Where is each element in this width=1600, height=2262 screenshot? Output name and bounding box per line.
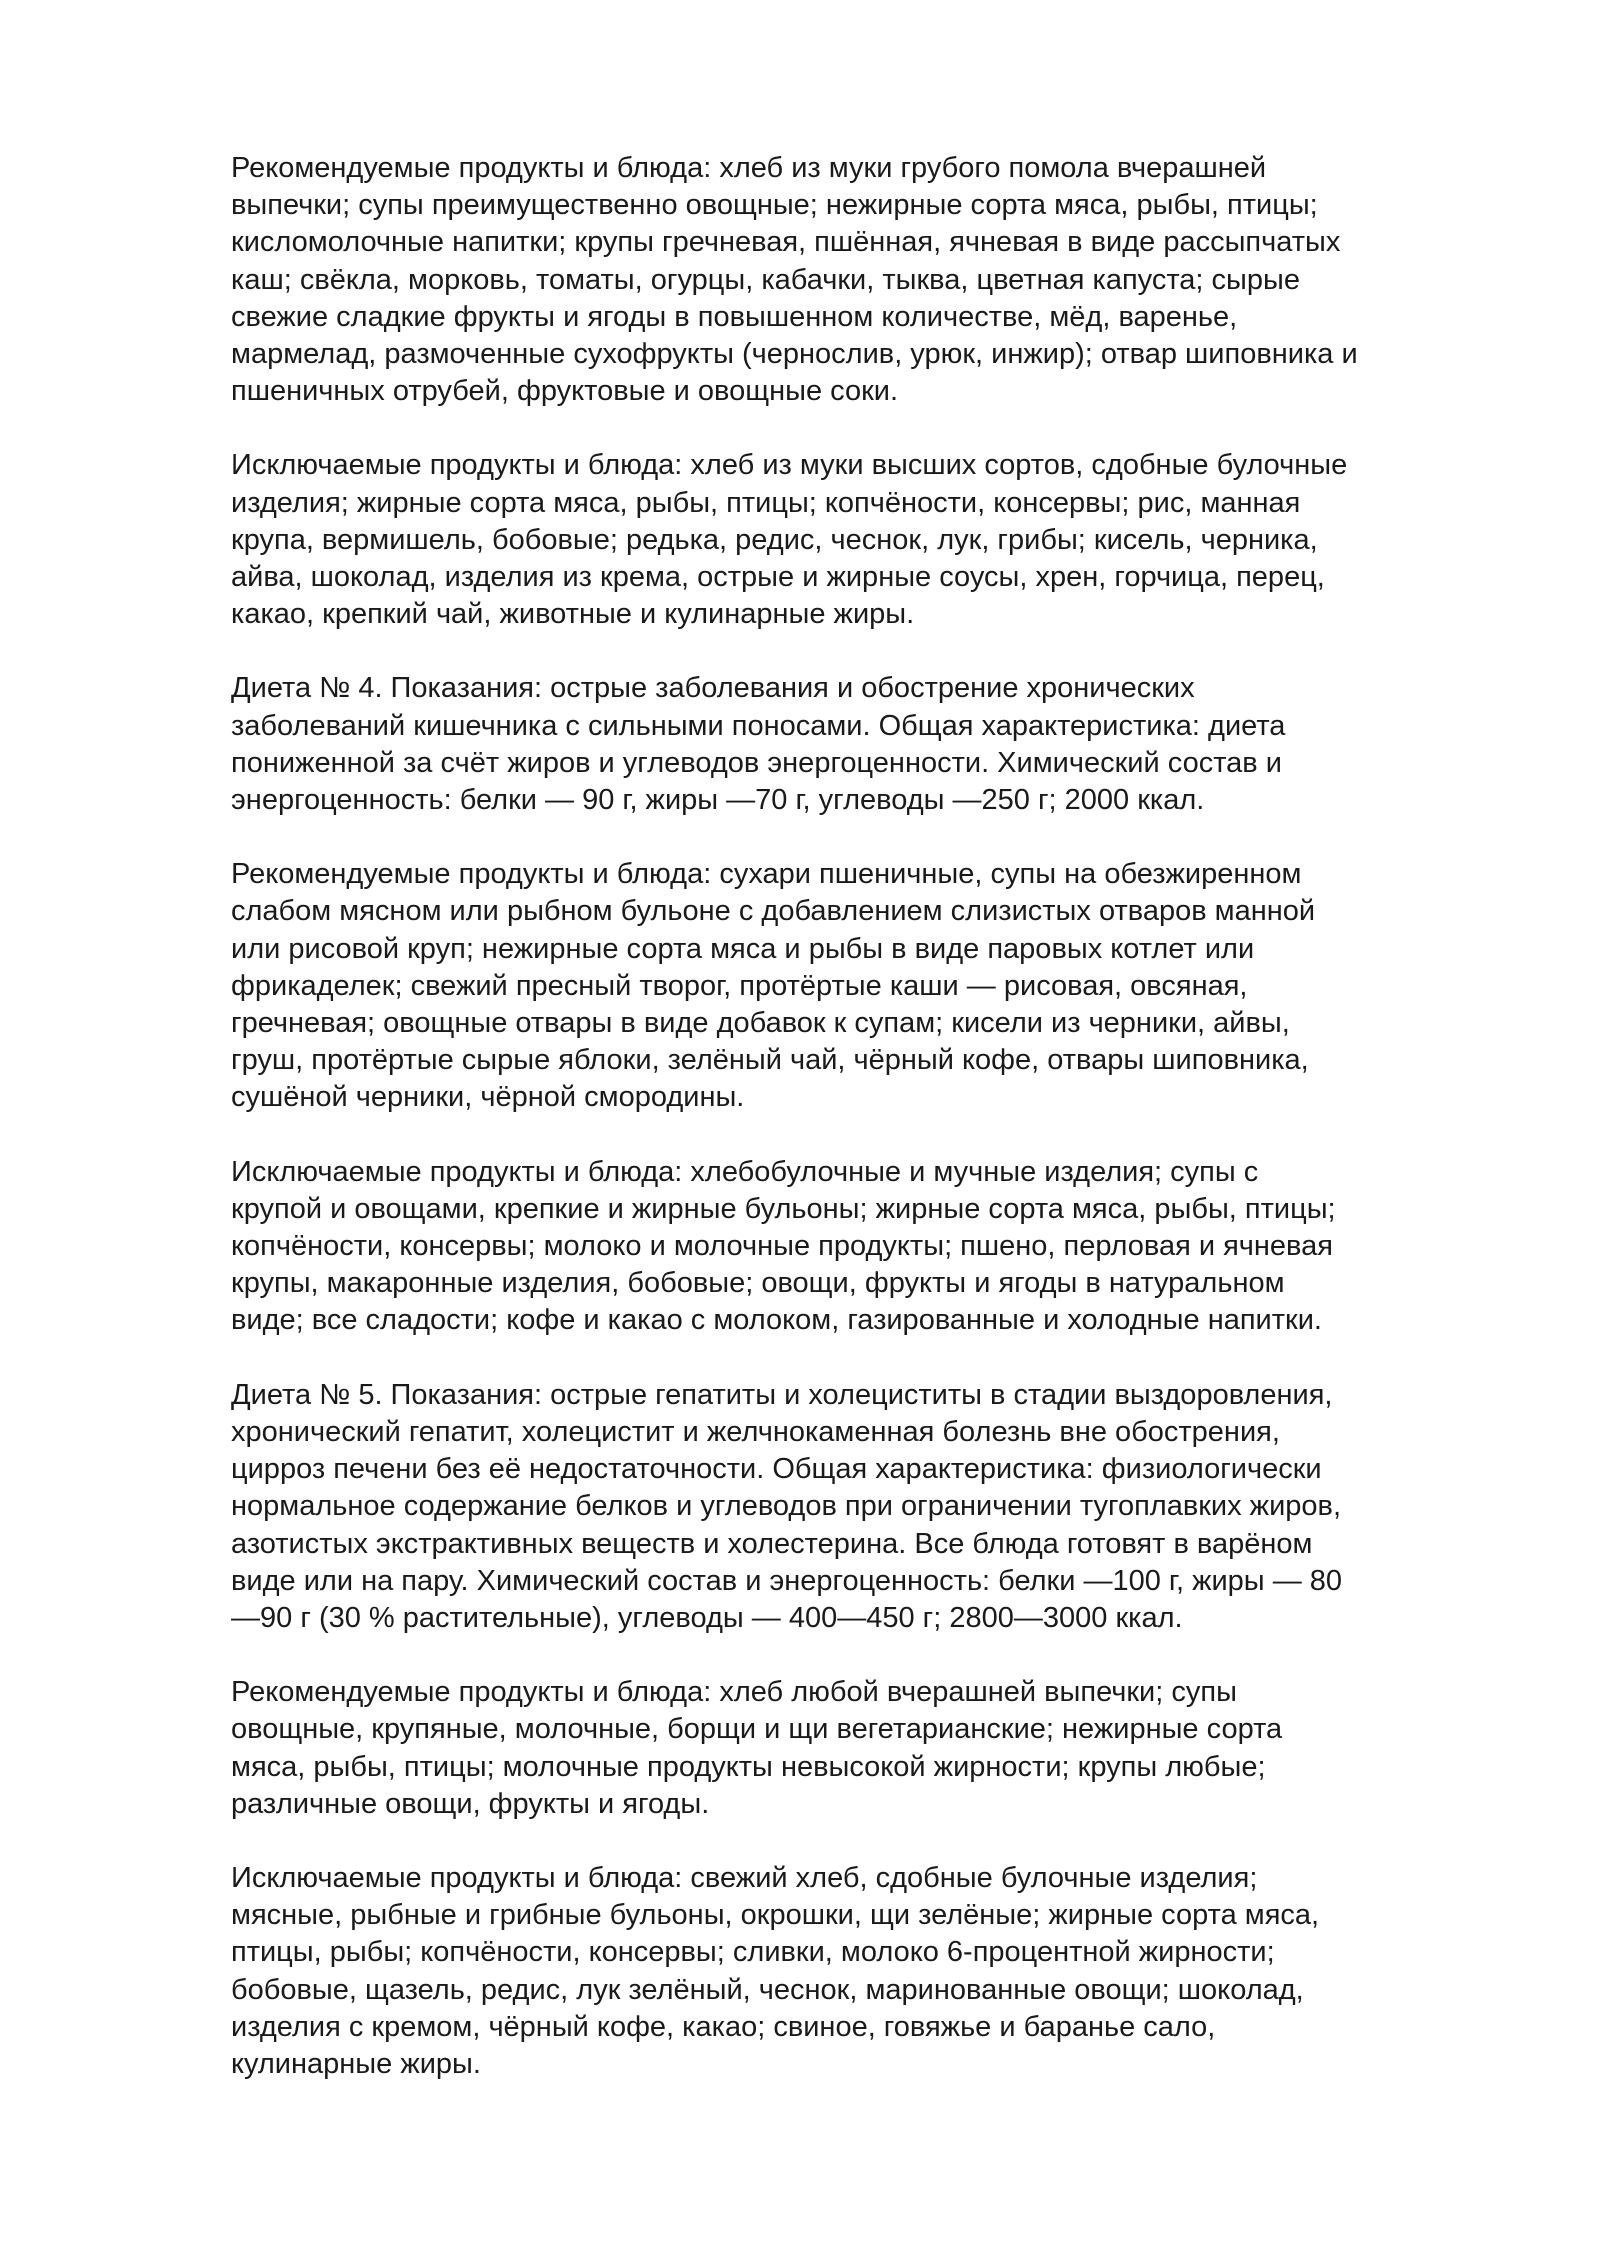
paragraph-diet4-excluded [231, 1154, 1531, 1340]
text-line: кисломолочные напитки; крупы гречневая, пшённая, ячневая в виде рассыпчатых [231, 226, 1341, 259]
text-line: мяса, рыбы, птицы; молочные продукты невысокой жирности; крупы любые; [231, 1750, 1266, 1783]
text-line: Исключаемые продукты и блюда: хлебобулочные и мучные изделия; супы с [231, 1155, 1259, 1188]
text-line: пшеничных отрубей, фруктовые и овощные соки. [231, 375, 899, 408]
text-line: кулинарные жиры. [231, 2047, 481, 2080]
text-line: овощные, крупяные, молочные, борщи и щи вегетарианские; нежирные сорта [231, 1713, 1283, 1746]
text-line: свежие сладкие фрукты и ягоды в повышенном количестве, мёд, варенье, [231, 300, 1238, 333]
text-line: —90 г (30 % растительные), углеводы — 400—450 г; 2800—3000 ккал. [231, 1601, 1183, 1634]
text-line: мясные, рыбные и грибные бульоны, окрошки, щи зелёные; жирные сорта мяса, [231, 1899, 1320, 1932]
text-line: копчёности, консервы; молоко и молочные продукты; пшено, перловая и ячневая [231, 1230, 1333, 1263]
text-line: крупой и овощами, крепкие и жирные бульоны; жирные сорта мяса, рыбы, птицы; [231, 1192, 1336, 1225]
paragraph-diet3-recommended [231, 150, 1531, 410]
text-line: крупы, макаронные изделия, бобовые; овощи, фрукты и ягоды в натуральном [231, 1267, 1285, 1300]
text-line: выпечки; супы преимущественно овощные; нежирные сорта мяса, рыбы, птицы; [231, 189, 1318, 222]
text-line: Рекомендуемые продукты и блюда: хлеб любой вчерашней выпечки; супы [231, 1676, 1237, 1709]
text-line: сушёной черники, чёрной смородины. [231, 1081, 745, 1114]
text-line: азотистых экстрактивных веществ и холестерина. Все блюда готовят в варёном [231, 1527, 1313, 1560]
text-line: гречневая; овощные отвары в виде добавок к супам; кисели из черники, айвы, [231, 1007, 1290, 1040]
text-line: бобовые, щазель, редис, лук зелёный, чеснок, маринованные овощи; шоколад, [231, 1973, 1304, 2006]
text-line: хронический гепатит, холецистит и желчнокаменная болезнь вне обострения, [231, 1415, 1280, 1448]
text-line: Исключаемые продукты и блюда: свежий хлеб, сдобные булочные изделия; [231, 1861, 1258, 1894]
text-line: Рекомендуемые продукты и блюда: сухари пшеничные, супы на обезжиренном [231, 858, 1302, 891]
text-line: птицы, рыбы; копчёности, консервы; сливки, молоко 6-процентной жирности; [231, 1936, 1275, 1969]
text-line: фрикаделек; свежий пресный творог, протёртые каши — рисовая, овсяная, [231, 969, 1248, 1002]
paragraph-diet4-recommended [231, 856, 1531, 1116]
text-line: каш; свёкла, морковь, томаты, огурцы, кабачки, тыква, цветная капуста; сырые [231, 263, 1300, 296]
text-line: айва, шоколад, изделия из крема, острые и жирные соусы, хрен, горчица, перец, [231, 561, 1325, 594]
text-line: виде или на пару. Химический состав и энергоценность: белки —100 г, жиры — 80 [231, 1564, 1343, 1597]
text-line: различные овощи, фрукты и ягоды. [231, 1787, 710, 1820]
text-line: изделия с кремом, чёрный кофе, какао; свиное, говяжье и баранье сало, [231, 2010, 1216, 2043]
text-line: Диета № 5. Показания: острые гепатиты и холециститы в стадии выздоровления, [231, 1378, 1333, 1411]
text-line: крупа, вермишель, бобовые; редька, редис, чеснок, лук, грибы; кисель, черника, [231, 523, 1318, 556]
text-line: виде; все сладости; кофе и какао с молоком, газированные и холодные напитки. [231, 1304, 1322, 1337]
text-line: заболеваний кишечника с сильными поносами. Общая характеристика: диета [231, 709, 1286, 742]
text-line: нормальное содержание белков и углеводов при ограничении тугоплавких жиров, [231, 1490, 1342, 1523]
text-line: груш, протёртые сырые яблоки, зелёный чай, чёрный кофе, отвары шиповника, [231, 1044, 1309, 1077]
text-line: Рекомендуемые продукты и блюда: хлеб из муки грубого помола вчерашней [231, 152, 1267, 184]
text-line: цирроз печени без её недостаточности. Общая характеристика: физиологически [231, 1453, 1322, 1486]
document-body [231, 150, 1531, 2120]
paragraph-diet4-description [231, 670, 1531, 819]
paragraph-diet5-recommended [231, 1674, 1531, 1823]
text-line: Диета № 4. Показания: острые заболевания и обострение хронических [231, 672, 1195, 705]
text-line: мармелад, размоченные сухофрукты (чернослив, урюк, инжир); отвар шиповника и [231, 338, 1358, 371]
text-line: Исключаемые продукты и блюда: хлеб из муки высших сортов, сдобные булочные [231, 449, 1348, 482]
text-line: пониженной за счёт жиров и углеводов энергоценности. Химический состав и [231, 746, 1282, 779]
text-line: энергоценность: белки — 90 г, жиры —70 г, углеводы —250 г; 2000 ккал. [231, 784, 1205, 817]
paragraph-diet5-excluded [231, 1860, 1531, 2083]
text-line: слабом мясном или рыбном бульоне с добавлением слизистых отваров манной [231, 895, 1316, 928]
text-line: или рисовой круп; нежирные сорта мяса и рыбы в виде паровых котлет или [231, 932, 1255, 965]
paragraph-diet5-description [231, 1377, 1531, 1637]
text-line: изделия; жирные сорта мяса, рыбы, птицы; копчёности, консервы; рис, манная [231, 486, 1301, 519]
text-line: какао, крепкий чай, животные и кулинарные жиры. [231, 598, 915, 631]
paragraph-diet3-excluded [231, 447, 1531, 633]
